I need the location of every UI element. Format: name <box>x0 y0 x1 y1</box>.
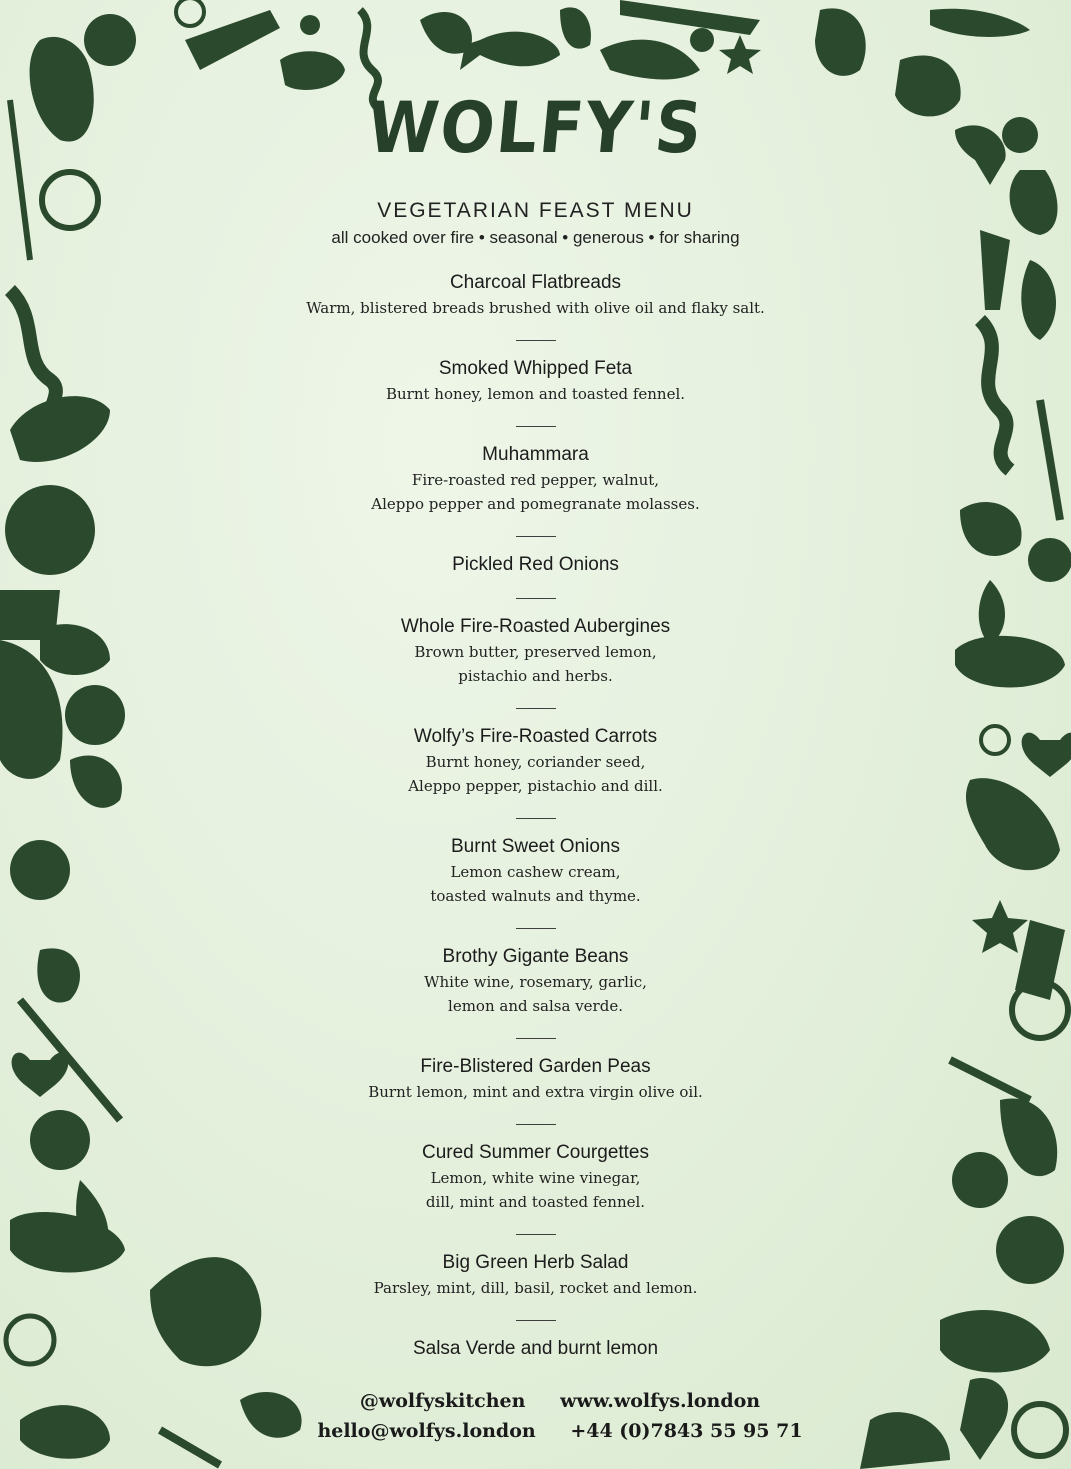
dish-separator: ——— <box>516 1029 555 1045</box>
email-link[interactable]: hello@wolfys.london <box>317 1420 536 1442</box>
hand-icon-2 <box>1000 1098 1057 1176</box>
menu-tagline: all cooked over fire • seasonal • generous • for sharing <box>331 228 740 247</box>
lemon-icon-6 <box>1014 1404 1066 1456</box>
dish-description: Burnt honey, lemon and toasted fennel. <box>385 385 686 403</box>
dish-name: Smoked Whipped Feta <box>438 358 633 379</box>
menu-item <box>250 270 821 320</box>
dish-separator: ——— <box>516 1115 555 1131</box>
face-icon <box>815 8 866 75</box>
fish-icon <box>460 32 560 70</box>
peapod-icon <box>930 9 1030 37</box>
dish-description: Brown butter, preserved lemon, pistachio and herbs. <box>414 643 657 685</box>
sun-icon-3 <box>1028 538 1071 582</box>
menu-item <box>250 552 821 578</box>
aubergine-icon-4 <box>966 778 1060 870</box>
pear-icon-2 <box>860 1412 950 1469</box>
beetroot-icon <box>37 948 80 1002</box>
dish-description: White wine, rosemary, garlic, lemon and salsa verde. <box>424 973 647 1015</box>
bird-icon-2 <box>70 756 122 808</box>
dish-separator: ——— <box>516 1225 555 1241</box>
dish-description: Fire-roasted red pepper, walnut, Aleppo pepper and pomegranate molasses. <box>371 471 700 513</box>
dish-separator: ——— <box>516 589 555 605</box>
pan-icon <box>20 1405 110 1459</box>
wolf-icon <box>150 1257 261 1366</box>
dish-description: Burnt lemon, mint and extra virgin olive oil. <box>368 1083 703 1101</box>
phone-number[interactable]: +44 (0)7843 55 95 71 <box>570 1420 803 1442</box>
pomegranate-icon <box>5 485 95 575</box>
menu-item <box>250 944 821 1018</box>
onion-icon <box>84 14 136 66</box>
wine-bottle-icon-2 <box>980 230 1010 310</box>
menu-item <box>250 442 821 516</box>
instagram-handle[interactable]: @wolfyskitchen <box>359 1390 526 1412</box>
flame-icon-2 <box>979 580 1005 645</box>
dish-separator: ——— <box>516 919 555 935</box>
menu-title: VEGETARIAN FEAST MENU <box>377 199 694 222</box>
dish-name: Brothy Gigante Beans <box>442 946 629 967</box>
dish-description: Burnt honey, coriander seed, Aleppo pepper, pistachio and dill. <box>408 753 663 795</box>
menu-items <box>250 270 821 1362</box>
website-link[interactable]: www.wolfys.london <box>560 1390 761 1412</box>
dish-separator: ——— <box>516 1311 555 1327</box>
dish-name: Pickled Red Onions <box>452 554 619 575</box>
dish-name: Whole Fire-Roasted Aubergines <box>400 616 671 637</box>
rosemary-icon-2 <box>1040 400 1060 520</box>
menu-content <box>250 198 821 1362</box>
menu-item <box>250 1336 821 1362</box>
dish-separator: ——— <box>516 331 555 347</box>
dish-name: Cured Summer Courgettes <box>421 1142 650 1163</box>
corn-icon <box>1021 260 1056 340</box>
dish-name: Burnt Sweet Onions <box>451 836 620 857</box>
sun-icon <box>300 15 320 35</box>
menu-item <box>250 1054 821 1104</box>
star-icon <box>719 35 761 74</box>
garlic-icon <box>560 7 591 48</box>
contact-footer <box>280 1386 840 1446</box>
chicken-leg-icon <box>960 1378 1008 1460</box>
menu-item <box>250 834 821 908</box>
dish-name: Big Green Herb Salad <box>442 1252 629 1273</box>
heart-icon <box>12 1053 69 1097</box>
menu-item <box>250 614 821 688</box>
dish-name: Muhammara <box>482 444 589 465</box>
lemon-icon-4 <box>981 726 1009 754</box>
dish-separator: ——— <box>516 527 555 543</box>
pumpkin-icon-2 <box>996 1216 1064 1284</box>
pig-icon-2 <box>40 624 110 675</box>
pig-icon <box>280 51 345 90</box>
pumpkin-icon <box>65 685 125 745</box>
aubergine-icon-3 <box>10 396 110 462</box>
dish-separator: ——— <box>516 809 555 825</box>
herb-icon-2 <box>160 1430 220 1465</box>
dish-name: Charcoal Flatbreads <box>449 272 622 293</box>
dish-description: Lemon, white wine vinegar, dill, mint and toasted fennel. <box>425 1169 646 1211</box>
dish-description: Warm, blistered breads brushed with olive oil and flaky salt. <box>306 299 765 317</box>
dish-description: Parsley, mint, dill, basil, rocket and lemon. <box>373 1279 698 1297</box>
lemon-icon-2 <box>42 172 98 228</box>
wine-bottle-icon <box>185 10 280 70</box>
dish-separator: ——— <box>516 699 555 715</box>
broccoli-icon <box>690 28 714 52</box>
aubergine-icon-2 <box>1010 170 1058 235</box>
dish-name: Fire-Blistered Garden Peas <box>420 1056 651 1077</box>
sun-icon-2 <box>10 840 70 900</box>
star-icon-2 <box>972 900 1028 953</box>
heart-icon-2 <box>1022 733 1071 777</box>
broccoli-icon-3 <box>30 1110 90 1170</box>
dish-description: Lemon cashew cream, toasted walnuts and thyme. <box>430 863 641 905</box>
dish-name: Salsa Verde and burnt lemon <box>412 1338 659 1359</box>
bird-icon <box>420 12 472 54</box>
lemon-icon <box>176 0 204 26</box>
hand-icon <box>600 40 700 80</box>
dish-separator: ——— <box>516 417 555 433</box>
grill-icon <box>10 1212 125 1273</box>
kelp-icon-2 <box>980 320 1010 470</box>
pomegranate-icon-2 <box>952 1152 1008 1208</box>
dish-name: Wolfy’s Fire-Roasted Carrots <box>413 726 658 747</box>
menu-item <box>250 724 821 798</box>
grill-icon-2 <box>955 636 1065 688</box>
menu-item <box>250 1140 821 1214</box>
menu-item <box>250 356 821 406</box>
fork-icon <box>950 1060 1030 1100</box>
carrot-icon <box>620 0 760 35</box>
lemon-icon-3 <box>6 1316 54 1364</box>
wolfys-logo: WOLFY'S <box>363 88 708 170</box>
pear-icon <box>960 502 1022 556</box>
menu-item <box>250 1250 821 1300</box>
pig-icon-3 <box>940 1310 1050 1373</box>
